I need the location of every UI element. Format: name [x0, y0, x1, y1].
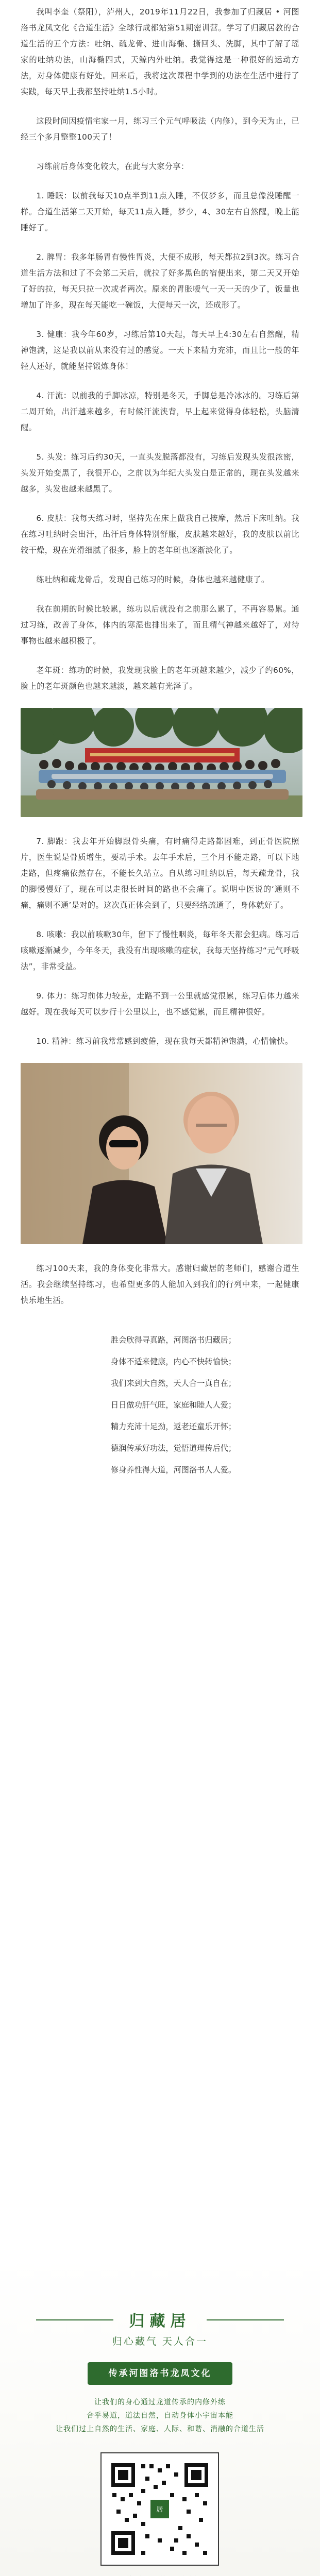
brand-title: 归藏居 — [129, 2312, 191, 2330]
paragraph: 3. 健康：我今年60岁，习练后第10天起，每天早上4:30左右自然醒，精神饱满，这是我以前从来没有过的感觉。一天下来精力充沛，而且比一般的年轻人还好，就能坚持锻炼身体！ — [21, 330, 299, 371]
brand-motto: 归心藏气 天人合一 — [112, 2336, 208, 2347]
slogan-line: 让我们的身心通过龙道传承的内修外练 — [94, 2398, 226, 2406]
paragraph: 9. 体力：练习前体力较差，走路不到一公里就感觉很累，练习后体力越来越好。现在我每天可以步行十公里以上，也不感觉累，而且精神很好。 — [21, 991, 299, 1016]
poem-line: 日日做功肝气旺，家庭和睦人人爱； — [111, 1400, 236, 1410]
svg-text:居: 居 — [156, 2506, 163, 2514]
paragraph: 4. 汗流：以前我的手脚冰凉，特别是冬天，手脚总是冷冰冰的。习练后第二周开始，出汗越来越多，有时候汗流浃背，早上起来觉得身体轻松，头脑清醒。 — [21, 391, 299, 432]
poem-line: 修身养性得大道，河图洛书人人爱。 — [111, 1465, 236, 1475]
paragraph: 10. 精神：练习前我常常感到疲倦，现在我每天都精神饱满，心情愉快。 — [36, 1037, 293, 1046]
brand-footer — [0, 2257, 320, 2576]
paragraph: 我在前期的时候比较累，练功以后就没有之前那么累了，不再容易累。通过习练，改善了身体，体内的寒湿也排出来了，而且精气神越来越好了，对待事物也越来越积极了。 — [21, 604, 299, 646]
couple-photo-image — [21, 1063, 302, 1244]
paragraph: 2. 脾胃：我多年肠胃有慢性胃炎，大便不成形，每天都拉2到3次。练习合道生活方法和过了不会第二天后，就拉了好多黑色的宿便出来，第二天又开始了好的拉，每天只拉一次或者两次。原来的胃胀嗳气一天一天的少了，饭量也增加了许多，现在每天能吃一碗饭，大便每天一次，还成形了。 — [21, 252, 299, 310]
poem-line: 精力充沛十足劲，返老还童乐开怀； — [111, 1422, 236, 1431]
brand-rule-right — [207, 2319, 284, 2320]
poem-line: 我们来到大自然，天人合一真自在； — [111, 1379, 236, 1388]
paragraph: 7. 脚跟：我去年开始脚跟骨头痛，有时痛得走路都困难，到正骨医院照片，医生说是骨质增生，要动手术。去年手术后，三个月不能走路，可以下地走路，但疼痛依然存在，不能长久站立。自从练习吐纳以后，每天疏龙骨，我的脚慢慢好了，现在可以走很长时间的路也不会痛了。说明中医说的‘通则不痛，痛则不通’是对的。这次真正体会到了，只要经络疏通了，身体就好了。 — [21, 837, 299, 910]
paragraph: 6. 皮肤：我每天练习时，坚持先在床上做我自己按摩，然后下床吐纳。我在练习吐纳时会出汗，出汗后身体特别舒服，皮肤越来越好，我的皮肤以前比较干燥，现在光滑细腻了很多，脸上的老年斑也逐渐淡化了。 — [21, 514, 299, 555]
paragraph: 8. 咳嗽：我以前咳嗽30年，留下了慢性咽炎，每年冬天都会犯病。练习后咳嗽逐渐减少，今年冬天，我没有出现咳嗽的症状，我每天坚持练习“元气呼吸法”，非常受益。 — [21, 930, 299, 971]
paragraph: 这段时间因疫情宅家一月，练习三个元气呼吸法（内修），到今天为止，已经三个多月整整100天了！ — [21, 116, 299, 142]
paragraph: 我叫李奎（祭阳），泸州人，2019年11月22日，我参加了归藏居 • 河图洛书龙凤文化《合道生活》全球行成都站第51期密训营。学习了归藏居教的合道生活的五个方法：吐纳、疏龙骨、进山海椭、撕回头、洗脚，其中了解了瑶家的吐纳功法，山海椭四式，天鲸内外吐纳。我觉得这是一种很好的运动方法，对身体健康有好处。回来后，我将这次课程中学到的功法在生活中进行了实践，每天早上我都坚持吐纳1.5小时。 — [21, 7, 299, 96]
group-photo — [21, 708, 302, 817]
poem-line: 胜会欣得寻真路，河图洛书归藏居； — [111, 1335, 236, 1345]
qr-caption — [0, 2574, 320, 2576]
paragraph: 老年斑：练功的时候，我发现我脸上的老年斑越来越少，减少了约60%，脸上的老年斑颜色也越来越淡，越来越有光泽了。 — [21, 666, 299, 691]
poem — [21, 1329, 299, 1481]
culture-banner: 传承河图洛书龙凤文化 — [88, 2362, 232, 2385]
poem-line: 身体不适来健康，内心不快转愉快； — [111, 1357, 236, 1366]
slogan-line: 让我们过上自然的生活、家庭、人际、和谐、消融的合道生活 — [56, 2425, 264, 2433]
poem-line: 德润传承好功法，觉悟道理传后代； — [111, 1444, 236, 1453]
paragraph: 练习100天来，我的身体变化非常大。感谢归藏居的老师们，感谢合道生活。我会继续坚持练习，也希望更多的人能加入到我们的行列中来，一起健康快乐地生活。 — [21, 1264, 299, 1305]
couple-photo — [21, 1063, 302, 1244]
qr-code-icon — [109, 2461, 210, 2557]
slogan-line: 合乎易道，道法自然，自动身体小宇宙本能 — [87, 2412, 233, 2420]
paragraph: 习练前后身体变化较大，在此与大家分享： — [36, 162, 189, 171]
paragraph: 1. 睡眠：以前我每天10点半到11点入睡，不仅梦多，而且总像没睡醒一样。合道生活第二天开始，每天11点入睡，梦少，4、30左右自然醒，晚上能睡好了。 — [21, 191, 299, 232]
qr-code[interactable] — [100, 2452, 219, 2566]
paragraph: 练吐纳和疏龙骨后，发现自己练习的时候，身体也越来越健康了。 — [36, 575, 270, 584]
group-photo-image — [21, 708, 302, 817]
paragraph: 5. 头发：练习后约30天，一直头发脱落都没有，习练后发现头发很浓密，头发开始变黑了，我很开心，之前以为年纪大头发白是正常的，现在头发越来越多，头发也越来越黑了。 — [21, 452, 299, 494]
